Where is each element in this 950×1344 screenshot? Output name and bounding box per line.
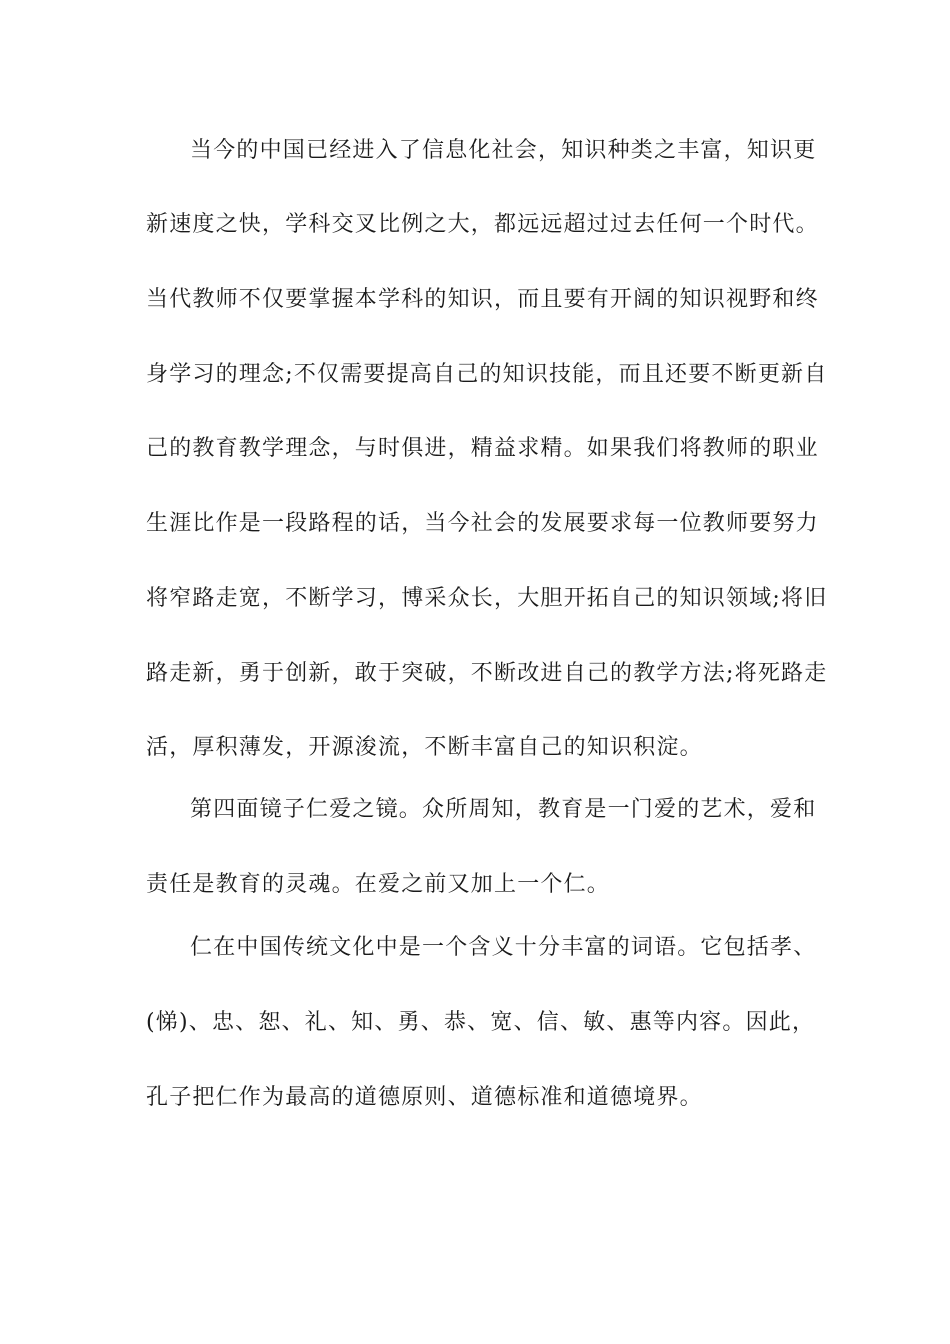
paragraph-1-line-8: 路走新，勇于创新，敢于突破，不断改进自己的教学方法;将死路走 [146, 661, 828, 686]
paragraph-1-line-6: 生涯比作是一段路程的话，当今社会的发展要求每一位教师要努力 [146, 511, 819, 536]
paragraph-3-line-1: 仁在中国传统文化中是一个含义十分丰富的词语。它包括孝、 [190, 935, 817, 960]
paragraph-1-line-3: 当代教师不仅要掌握本学科的知识，而且要有开阔的知识视野和终 [146, 287, 819, 312]
paragraph-1-line-2: 新速度之快，学科交叉比例之大，都远远超过过去任何一个时代。 [146, 212, 819, 237]
paragraph-3-line-3: 孔子把仁作为最高的道德原则、道德标准和道德境界。 [146, 1085, 703, 1110]
paragraph-1-line-9: 活，厚积薄发，开源浚流，不断丰富自己的知识积淀。 [146, 735, 703, 760]
paragraph-1-line-7: 将窄路走宽，不断学习，博采众长，大胆开拓自己的知识领域;将旧 [146, 586, 828, 611]
paragraph-2-line-1: 第四面镜子仁爱之镜。众所周知，教育是一门爱的艺术，爱和 [190, 797, 817, 822]
paragraph-1-line-4: 身学习的理念;不仅需要提高自己的知识技能，而且还要不断更新自 [146, 362, 828, 387]
paragraph-3-line-2: (悌)、忠、恕、礼、知、勇、恭、宽、信、敏、惠等内容。因此， [146, 1010, 816, 1035]
paragraph-1-line-5: 己的教育教学理念，与时俱进，精益求精。如果我们将教师的职业 [146, 436, 819, 461]
paragraph-2-line-2: 责任是教育的灵魂。在爱之前又加上一个仁。 [146, 872, 611, 897]
paragraph-1-line-1: 当今的中国已经进入了信息化社会，知识种类之丰富，知识更 [190, 138, 817, 163]
